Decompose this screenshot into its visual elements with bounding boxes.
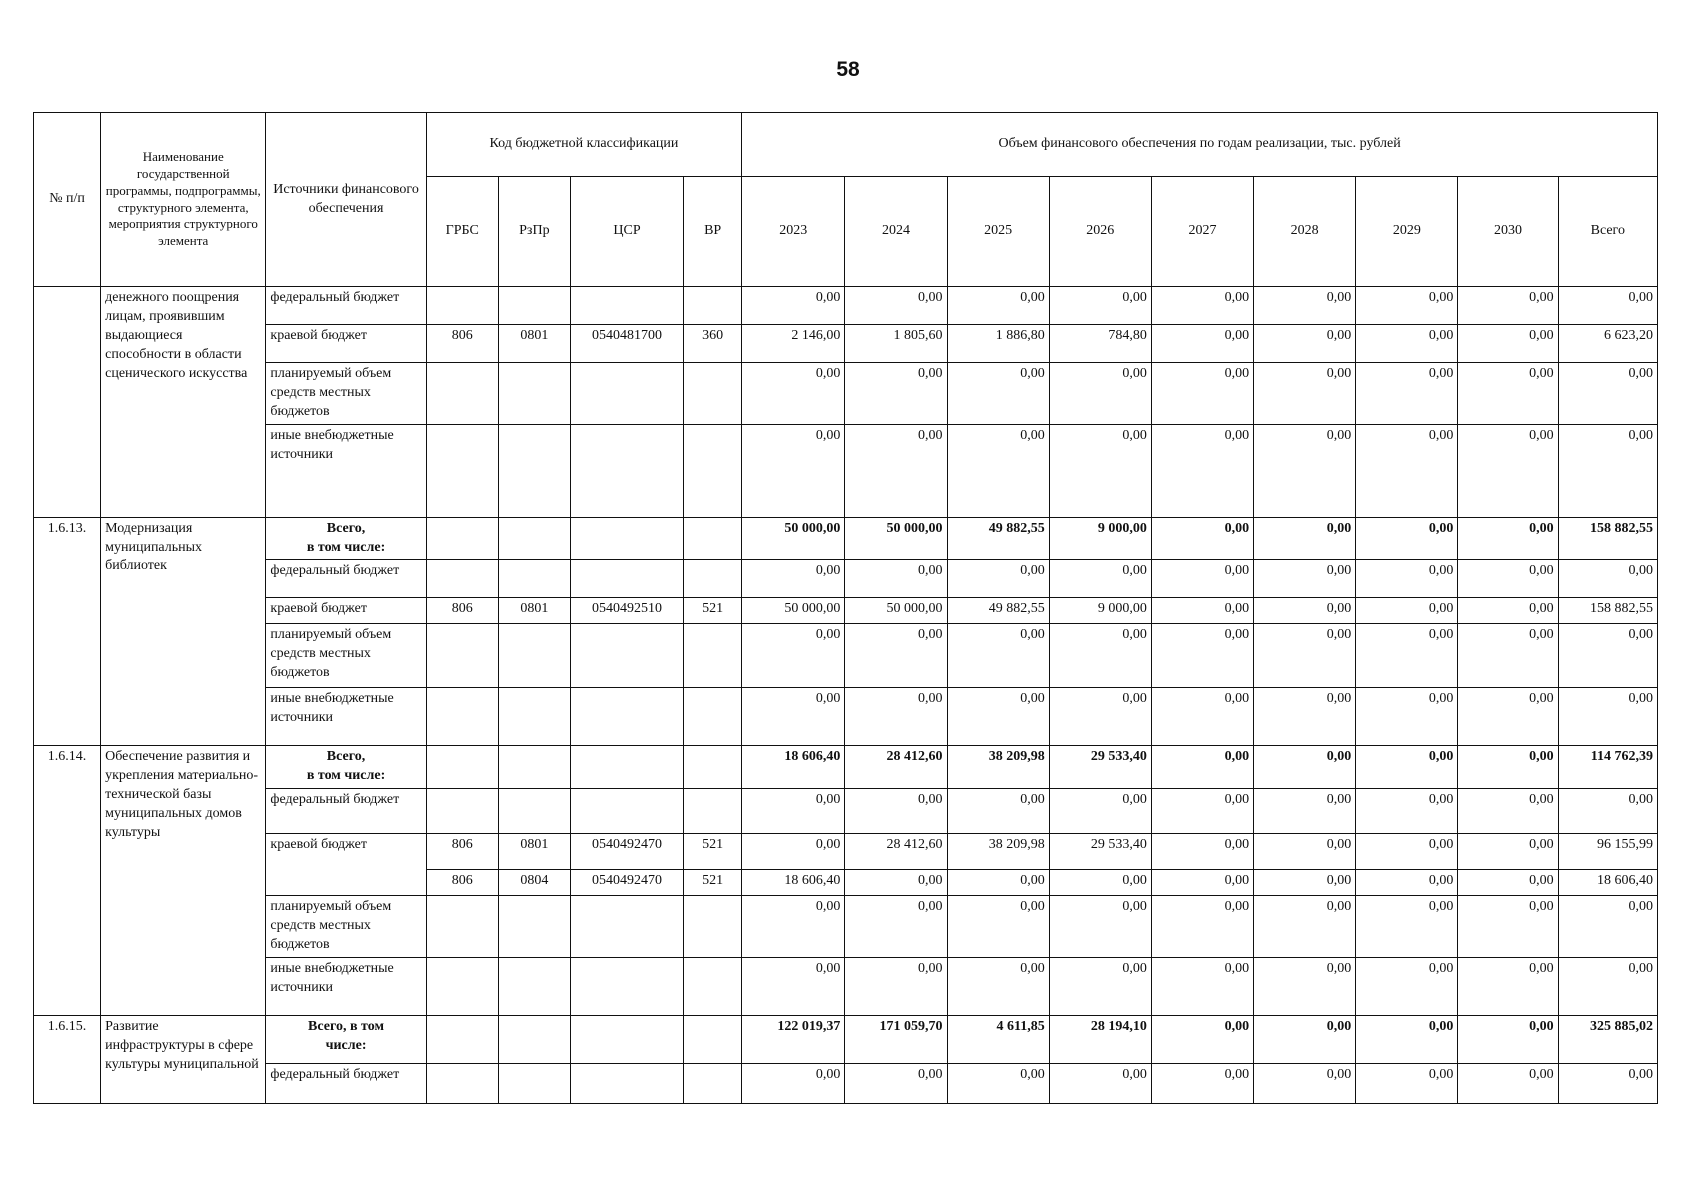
year-value-cell: 0,00 <box>1151 688 1253 746</box>
year-value-cell: 0,00 <box>1254 1015 1356 1063</box>
header-csr: ЦСР <box>570 177 683 287</box>
table-row <box>34 325 1658 363</box>
rzpr-cell <box>498 1015 570 1063</box>
year-value-cell: 0,00 <box>845 957 947 1015</box>
year-value-cell: 28 412,60 <box>845 834 947 870</box>
year-value-cell: 0,00 <box>1151 896 1253 958</box>
csr-cell <box>570 560 683 598</box>
year-value-cell: 0,00 <box>845 688 947 746</box>
row-number-cell: 1.6.13. <box>34 517 101 746</box>
total-value-cell: 0,00 <box>1558 424 1657 517</box>
year-value-cell: 0,00 <box>845 424 947 517</box>
measure-name-cell: Обеспечение развития и укрепления материально-технической базы муниципальных домов культуры <box>101 746 266 1015</box>
table-row <box>34 688 1658 746</box>
year-value-cell: 0,00 <box>1049 287 1151 325</box>
vr-cell <box>684 1015 742 1063</box>
funding-source-cell: федеральный бюджет <box>266 560 426 598</box>
csr-cell <box>570 624 683 688</box>
year-value-cell: 0,00 <box>1458 834 1558 870</box>
year-value-cell: 50 000,00 <box>845 598 947 624</box>
year-value-cell: 0,00 <box>1356 834 1458 870</box>
year-value-cell: 0,00 <box>845 560 947 598</box>
year-value-cell: 0,00 <box>845 624 947 688</box>
year-value-cell: 784,80 <box>1049 325 1151 363</box>
year-value-cell: 18 606,40 <box>742 870 845 896</box>
total-value-cell: 6 623,20 <box>1558 325 1657 363</box>
table-row <box>34 424 1658 517</box>
row-number-cell: 1.6.14. <box>34 746 101 1015</box>
grbs-cell <box>426 1015 498 1063</box>
vr-cell <box>684 560 742 598</box>
funding-source-cell: краевой бюджет <box>266 325 426 363</box>
rzpr-cell <box>498 517 570 560</box>
year-value-cell: 0,00 <box>1151 598 1253 624</box>
csr-cell <box>570 688 683 746</box>
year-value-cell: 0,00 <box>742 834 845 870</box>
header-funding-group: Объем финансового обеспечения по годам реализации, тыс. рублей <box>742 113 1658 177</box>
vr-cell <box>684 624 742 688</box>
funding-source-cell: Всего, в том числе: <box>266 517 426 560</box>
rzpr-cell <box>498 789 570 834</box>
year-value-cell: 0,00 <box>947 624 1049 688</box>
csr-cell <box>570 1015 683 1063</box>
header-year: 2029 <box>1356 177 1458 287</box>
vr-cell <box>684 1063 742 1103</box>
year-value-cell: 0,00 <box>947 896 1049 958</box>
table-row <box>34 896 1658 958</box>
funding-source-cell: федеральный бюджет <box>266 1063 426 1103</box>
year-value-cell: 0,00 <box>1254 560 1356 598</box>
csr-cell <box>570 746 683 789</box>
total-value-cell: 0,00 <box>1558 560 1657 598</box>
grbs-cell: 806 <box>426 598 498 624</box>
year-value-cell: 0,00 <box>1151 834 1253 870</box>
funding-source-cell: краевой бюджет <box>266 834 426 896</box>
total-value-cell: 114 762,39 <box>1558 746 1657 789</box>
year-value-cell: 0,00 <box>1151 517 1253 560</box>
year-value-cell: 28 412,60 <box>845 746 947 789</box>
rzpr-cell <box>498 957 570 1015</box>
year-value-cell: 0,00 <box>1254 957 1356 1015</box>
year-value-cell: 0,00 <box>742 287 845 325</box>
year-value-cell: 0,00 <box>1151 325 1253 363</box>
year-value-cell: 18 606,40 <box>742 746 845 789</box>
year-value-cell: 0,00 <box>742 688 845 746</box>
year-value-cell: 0,00 <box>1254 834 1356 870</box>
total-value-cell: 0,00 <box>1558 789 1657 834</box>
year-value-cell: 0,00 <box>1356 870 1458 896</box>
header-code-group: Код бюджетной классификации <box>426 113 742 177</box>
year-value-cell: 0,00 <box>1254 870 1356 896</box>
rzpr-cell <box>498 363 570 425</box>
year-value-cell: 0,00 <box>1458 789 1558 834</box>
funding-source-cell: иные внебюджетные источники <box>266 957 426 1015</box>
total-value-cell: 0,00 <box>1558 287 1657 325</box>
header-year: 2024 <box>845 177 947 287</box>
grbs-cell <box>426 560 498 598</box>
header-grbs: ГРБС <box>426 177 498 287</box>
rzpr-cell <box>498 688 570 746</box>
csr-cell: 0540492470 <box>570 834 683 870</box>
total-value-cell: 96 155,99 <box>1558 834 1657 870</box>
rzpr-cell <box>498 896 570 958</box>
year-value-cell: 0,00 <box>742 1063 845 1103</box>
vr-cell <box>684 363 742 425</box>
vr-cell <box>684 896 742 958</box>
year-value-cell: 0,00 <box>1356 688 1458 746</box>
year-value-cell: 0,00 <box>1356 363 1458 425</box>
rzpr-cell <box>498 287 570 325</box>
year-value-cell: 0,00 <box>1151 746 1253 789</box>
year-value-cell: 0,00 <box>947 363 1049 425</box>
header-source: Источники финансового обеспечения <box>266 113 426 287</box>
year-value-cell: 0,00 <box>1254 598 1356 624</box>
year-value-cell: 0,00 <box>1151 560 1253 598</box>
table-row <box>34 957 1658 1015</box>
vr-cell <box>684 746 742 789</box>
grbs-cell <box>426 789 498 834</box>
year-value-cell: 0,00 <box>1151 287 1253 325</box>
table-row <box>34 1015 1658 1063</box>
year-value-cell: 0,00 <box>845 1063 947 1103</box>
table-row <box>34 287 1658 325</box>
rzpr-cell <box>498 624 570 688</box>
total-value-cell: 158 882,55 <box>1558 517 1657 560</box>
year-value-cell: 9 000,00 <box>1049 598 1151 624</box>
year-value-cell: 0,00 <box>947 688 1049 746</box>
rzpr-cell <box>498 746 570 789</box>
total-value-cell: 18 606,40 <box>1558 870 1657 896</box>
header-name: Наименование государственной программы, подпрограммы, структурного элемента, мероприятия структурного элемента <box>101 113 266 287</box>
funding-source-cell: федеральный бюджет <box>266 789 426 834</box>
grbs-cell: 806 <box>426 834 498 870</box>
funding-source-cell: иные внебюджетные источники <box>266 688 426 746</box>
year-value-cell: 0,00 <box>1151 1063 1253 1103</box>
header-total: Всего <box>1558 177 1657 287</box>
year-value-cell: 0,00 <box>1254 287 1356 325</box>
header-num: № п/п <box>34 113 101 287</box>
year-value-cell: 0,00 <box>1458 363 1558 425</box>
vr-cell: 521 <box>684 834 742 870</box>
csr-cell <box>570 1063 683 1103</box>
year-value-cell: 0,00 <box>1356 746 1458 789</box>
grbs-cell <box>426 363 498 425</box>
year-value-cell: 29 533,40 <box>1049 834 1151 870</box>
year-value-cell: 0,00 <box>1049 363 1151 425</box>
total-value-cell: 0,00 <box>1558 957 1657 1015</box>
measure-name-cell: денежного поощрения лицам, проявившим выдающиеся способности в области сценического искусства <box>101 287 266 518</box>
csr-cell <box>570 517 683 560</box>
year-value-cell: 0,00 <box>1254 424 1356 517</box>
year-value-cell: 0,00 <box>1356 287 1458 325</box>
year-value-cell: 0,00 <box>742 363 845 425</box>
table-row <box>34 624 1658 688</box>
year-value-cell: 0,00 <box>1049 424 1151 517</box>
header-year: 2030 <box>1458 177 1558 287</box>
year-value-cell: 0,00 <box>742 624 845 688</box>
year-value-cell: 0,00 <box>742 896 845 958</box>
year-value-cell: 0,00 <box>1151 957 1253 1015</box>
year-value-cell: 0,00 <box>1049 624 1151 688</box>
table-row <box>34 598 1658 624</box>
year-value-cell: 0,00 <box>1458 1015 1558 1063</box>
vr-cell: 521 <box>684 870 742 896</box>
year-value-cell: 0,00 <box>947 870 1049 896</box>
year-value-cell: 0,00 <box>1458 287 1558 325</box>
grbs-cell <box>426 688 498 746</box>
grbs-cell <box>426 1063 498 1103</box>
csr-cell <box>570 424 683 517</box>
funding-source-cell: федеральный бюджет <box>266 287 426 325</box>
year-value-cell: 0,00 <box>1254 517 1356 560</box>
vr-cell: 360 <box>684 325 742 363</box>
rzpr-cell: 0801 <box>498 598 570 624</box>
year-value-cell: 38 209,98 <box>947 834 1049 870</box>
year-value-cell: 0,00 <box>1254 789 1356 834</box>
year-value-cell: 0,00 <box>947 424 1049 517</box>
funding-source-cell: краевой бюджет <box>266 598 426 624</box>
header-year: 2028 <box>1254 177 1356 287</box>
year-value-cell: 0,00 <box>1356 624 1458 688</box>
year-value-cell: 0,00 <box>1049 957 1151 1015</box>
year-value-cell: 0,00 <box>1254 325 1356 363</box>
grbs-cell <box>426 624 498 688</box>
total-value-cell: 0,00 <box>1558 896 1657 958</box>
year-value-cell: 0,00 <box>1458 598 1558 624</box>
year-value-cell: 0,00 <box>1458 325 1558 363</box>
year-value-cell: 49 882,55 <box>947 517 1049 560</box>
grbs-cell <box>426 517 498 560</box>
header-year: 2026 <box>1049 177 1151 287</box>
grbs-cell <box>426 424 498 517</box>
year-value-cell: 0,00 <box>1049 1063 1151 1103</box>
table-row <box>34 363 1658 425</box>
vr-cell <box>684 789 742 834</box>
vr-cell <box>684 424 742 517</box>
total-value-cell: 158 882,55 <box>1558 598 1657 624</box>
year-value-cell: 0,00 <box>1151 789 1253 834</box>
year-value-cell: 0,00 <box>1049 870 1151 896</box>
year-value-cell: 0,00 <box>1254 688 1356 746</box>
year-value-cell: 0,00 <box>845 363 947 425</box>
year-value-cell: 0,00 <box>742 957 845 1015</box>
csr-cell: 0540492510 <box>570 598 683 624</box>
year-value-cell: 0,00 <box>845 287 947 325</box>
total-value-cell: 0,00 <box>1558 688 1657 746</box>
year-value-cell: 0,00 <box>1151 363 1253 425</box>
year-value-cell: 0,00 <box>845 789 947 834</box>
year-value-cell: 0,00 <box>1356 598 1458 624</box>
row-number-cell <box>34 287 101 518</box>
total-value-cell: 0,00 <box>1558 624 1657 688</box>
year-value-cell: 50 000,00 <box>742 598 845 624</box>
funding-source-cell: планируемый объем средств местных бюджетов <box>266 624 426 688</box>
rzpr-cell: 0801 <box>498 325 570 363</box>
table-row <box>34 560 1658 598</box>
csr-cell: 0540481700 <box>570 325 683 363</box>
csr-cell <box>570 896 683 958</box>
year-value-cell: 0,00 <box>947 560 1049 598</box>
csr-cell <box>570 363 683 425</box>
measure-name-cell: Модернизация муниципальных библиотек <box>101 517 266 746</box>
year-value-cell: 0,00 <box>1356 325 1458 363</box>
year-value-cell: 0,00 <box>1458 624 1558 688</box>
rzpr-cell <box>498 1063 570 1103</box>
header-rzpr: РзПр <box>498 177 570 287</box>
csr-cell <box>570 789 683 834</box>
table-row <box>34 517 1658 560</box>
year-value-cell: 0,00 <box>947 957 1049 1015</box>
year-value-cell: 0,00 <box>1458 870 1558 896</box>
funding-source-cell: Всего, в том числе: <box>266 1015 426 1063</box>
header-year: 2023 <box>742 177 845 287</box>
year-value-cell: 28 194,10 <box>1049 1015 1151 1063</box>
vr-cell <box>684 517 742 560</box>
rzpr-cell: 0804 <box>498 870 570 896</box>
total-value-cell: 0,00 <box>1558 1063 1657 1103</box>
year-value-cell: 0,00 <box>1254 746 1356 789</box>
table-body <box>34 287 1658 1104</box>
table-row <box>34 746 1658 789</box>
financing-table <box>33 112 1658 1104</box>
year-value-cell: 2 146,00 <box>742 325 845 363</box>
vr-cell <box>684 287 742 325</box>
year-value-cell: 0,00 <box>1458 517 1558 560</box>
year-value-cell: 0,00 <box>845 870 947 896</box>
year-value-cell: 0,00 <box>1151 870 1253 896</box>
year-value-cell: 0,00 <box>1049 896 1151 958</box>
grbs-cell: 806 <box>426 870 498 896</box>
year-value-cell: 0,00 <box>1458 957 1558 1015</box>
year-value-cell: 50 000,00 <box>845 517 947 560</box>
year-value-cell: 0,00 <box>1458 746 1558 789</box>
year-value-cell: 0,00 <box>1458 560 1558 598</box>
year-value-cell: 122 019,37 <box>742 1015 845 1063</box>
rzpr-cell <box>498 424 570 517</box>
year-value-cell: 0,00 <box>742 789 845 834</box>
year-value-cell: 0,00 <box>1049 789 1151 834</box>
year-value-cell: 0,00 <box>1458 1063 1558 1103</box>
table-header <box>34 113 1658 287</box>
year-value-cell: 50 000,00 <box>742 517 845 560</box>
year-value-cell: 0,00 <box>947 1063 1049 1103</box>
year-value-cell: 0,00 <box>1151 624 1253 688</box>
year-value-cell: 0,00 <box>1458 688 1558 746</box>
year-value-cell: 0,00 <box>1356 789 1458 834</box>
year-value-cell: 0,00 <box>1151 424 1253 517</box>
total-value-cell: 325 885,02 <box>1558 1015 1657 1063</box>
grbs-cell <box>426 896 498 958</box>
year-value-cell: 0,00 <box>947 287 1049 325</box>
year-value-cell: 0,00 <box>845 896 947 958</box>
year-value-cell: 0,00 <box>1254 896 1356 958</box>
year-value-cell: 0,00 <box>1458 424 1558 517</box>
year-value-cell: 0,00 <box>742 560 845 598</box>
year-value-cell: 0,00 <box>1458 896 1558 958</box>
year-value-cell: 49 882,55 <box>947 598 1049 624</box>
funding-source-cell: иные внебюджетные источники <box>266 424 426 517</box>
year-value-cell: 0,00 <box>1254 624 1356 688</box>
year-value-cell: 0,00 <box>947 789 1049 834</box>
year-value-cell: 0,00 <box>1356 560 1458 598</box>
funding-source-cell: планируемый объем средств местных бюджетов <box>266 896 426 958</box>
measure-name-cell: Развитие инфраструктуры в сфере культуры муниципальной <box>101 1015 266 1103</box>
header-year: 2025 <box>947 177 1049 287</box>
year-value-cell: 0,00 <box>1049 560 1151 598</box>
year-value-cell: 4 611,85 <box>947 1015 1049 1063</box>
year-value-cell: 0,00 <box>1356 896 1458 958</box>
year-value-cell: 0,00 <box>1254 363 1356 425</box>
vr-cell <box>684 688 742 746</box>
grbs-cell <box>426 746 498 789</box>
funding-source-cell: Всего, в том числе: <box>266 746 426 789</box>
page-number: 58 <box>836 58 860 81</box>
rzpr-cell <box>498 560 570 598</box>
grbs-cell <box>426 287 498 325</box>
header-year: 2027 <box>1151 177 1253 287</box>
row-number-cell: 1.6.15. <box>34 1015 101 1103</box>
year-value-cell: 9 000,00 <box>1049 517 1151 560</box>
year-value-cell: 1 805,60 <box>845 325 947 363</box>
table-row <box>34 789 1658 834</box>
year-value-cell: 1 886,80 <box>947 325 1049 363</box>
funding-source-cell: планируемый объем средств местных бюджетов <box>266 363 426 425</box>
year-value-cell: 29 533,40 <box>1049 746 1151 789</box>
year-value-cell: 0,00 <box>1356 517 1458 560</box>
year-value-cell: 0,00 <box>742 424 845 517</box>
rzpr-cell: 0801 <box>498 834 570 870</box>
year-value-cell: 0,00 <box>1356 1063 1458 1103</box>
year-value-cell: 38 209,98 <box>947 746 1049 789</box>
total-value-cell: 0,00 <box>1558 363 1657 425</box>
vr-cell: 521 <box>684 598 742 624</box>
year-value-cell: 0,00 <box>1151 1015 1253 1063</box>
year-value-cell: 0,00 <box>1356 957 1458 1015</box>
year-value-cell: 171 059,70 <box>845 1015 947 1063</box>
header-vr: ВР <box>684 177 742 287</box>
csr-cell <box>570 287 683 325</box>
year-value-cell: 0,00 <box>1254 1063 1356 1103</box>
year-value-cell: 0,00 <box>1049 688 1151 746</box>
year-value-cell: 0,00 <box>1356 424 1458 517</box>
year-value-cell: 0,00 <box>1356 1015 1458 1063</box>
csr-cell: 0540492470 <box>570 870 683 896</box>
grbs-cell: 806 <box>426 325 498 363</box>
vr-cell <box>684 957 742 1015</box>
table-row <box>34 834 1658 870</box>
table-row <box>34 1063 1658 1103</box>
csr-cell <box>570 957 683 1015</box>
grbs-cell <box>426 957 498 1015</box>
